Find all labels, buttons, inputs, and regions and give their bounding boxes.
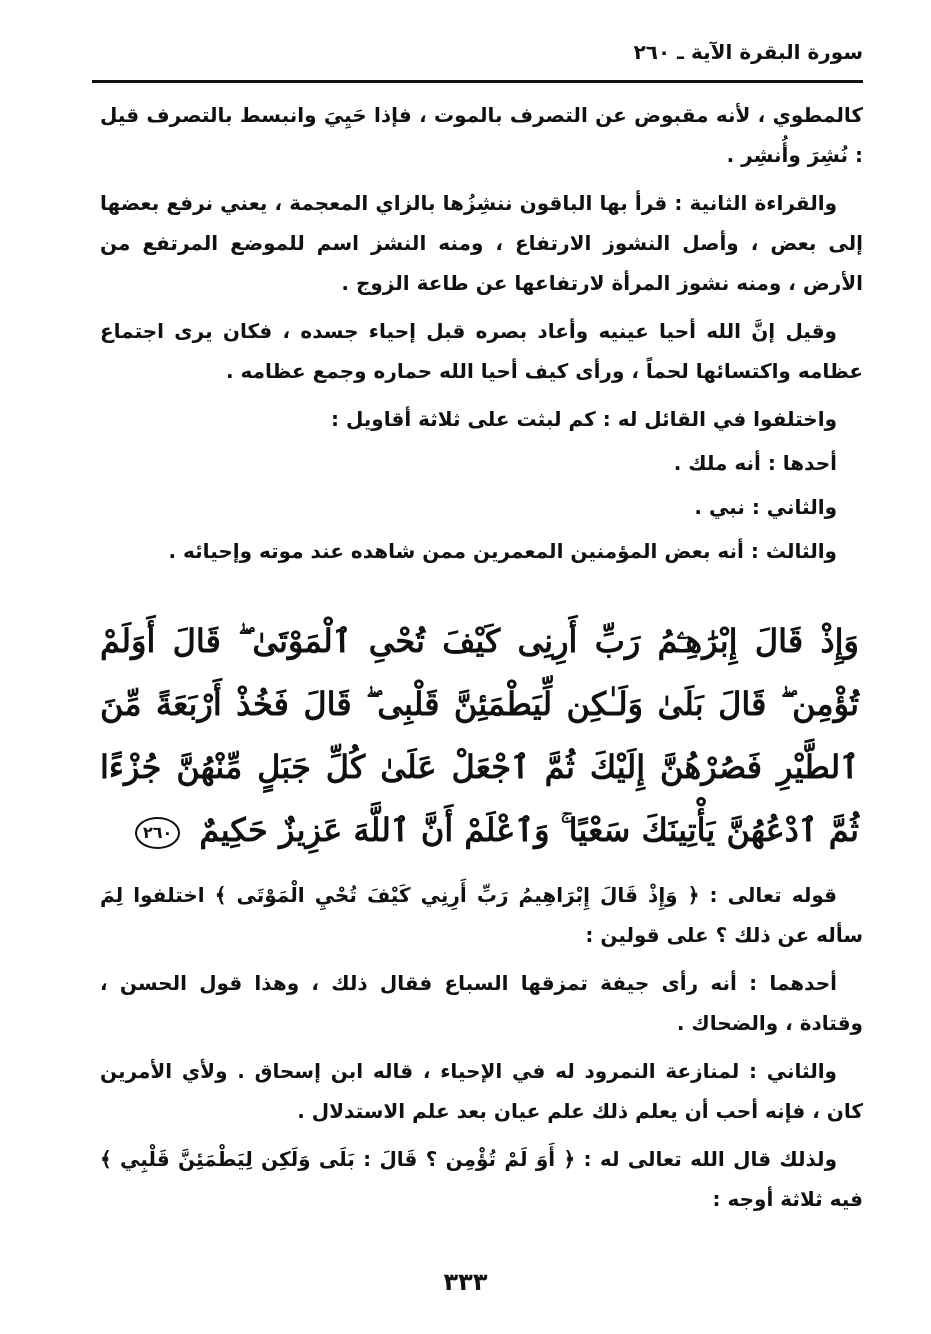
quran-verse-block xyxy=(100,610,859,862)
paragraph: أحدهما : أنه رأى جيفة تمزقها السباع فقال ذلك ، وهذا قول الحسن ، وقتادة ، والضحاك . xyxy=(100,971,863,1035)
commentary-top xyxy=(100,95,863,575)
page-number: ٣٣٣ xyxy=(443,1268,488,1296)
commentary-bottom xyxy=(100,875,863,1227)
paragraph: ولذلك قال الله تعالى له : ﴿ أَوَ لَمْ تُؤْمِن ؟ قَالَ : بَلَى وَلَكِن لِيَطْمَئِنَّ قَلْبِي ﴾ فيه ثلاثة أوجه : xyxy=(100,1147,863,1211)
paragraph: والثاني : نبي . xyxy=(694,495,837,519)
running-header: سورة البقرة الآية ـ ٢٦٠ xyxy=(633,40,863,64)
paragraph: كالمطوي ، لأنه مقبوض عن التصرف بالموت ، فإذا حَيِيَ وانبسط بالتصرف قيل : نُشِرَ وأُنشِر . xyxy=(100,103,863,167)
paragraph: والقراءة الثانية : قرأ بها الباقون ننشِزُها بالزاي المعجمة ، يعني نرفع بعضها إلى بعض ، وأصل النشوز الارتفاع ، ومنه النشز اسم للموضع المرتفع من الأرض ، ومنه نشوز المرأة لارتفاعها عن طاعة الزوج . xyxy=(100,191,863,295)
ayah-number-marker: ٢٦٠ xyxy=(135,817,180,849)
paragraph: والثالث : أنه بعض المؤمنين المعمرين ممن شاهده عند موته وإحيائه . xyxy=(168,539,837,563)
header-rule xyxy=(92,80,863,83)
paragraph: وقيل إنَّ الله أحيا عينيه وأعاد بصره قبل إحياء جسده ، فكان يرى اجتماع عظامه واكتسائها لحماً ، ورأى كيف أحيا الله حماره وجمع عظامه . xyxy=(100,319,863,383)
paragraph: والثاني : لمنازعة النمرود له في الإحياء ، قاله ابن إسحاق . ولأي الأمرين كان ، فإنه أحب أن يعلم ذلك علم عيان بعد علم الاستدلال . xyxy=(100,1059,863,1123)
paragraph: واختلفوا في القائل له : كم لبثت على ثلاثة أقاويل : xyxy=(330,407,837,431)
paragraph: قوله تعالى : ﴿ وَإِذْ قَالَ إِبْرَاهِيمُ رَبِّ أَرِنِي كَيْفَ تُحْيِ الْمَوْتَى ﴾ اختلفوا لِمَ سأله عن ذلك ؟ على قولين : xyxy=(100,883,863,947)
paragraph: أحدها : أنه ملك . xyxy=(673,451,837,475)
quran-verse-text: وَإِذْ قَالَ إِبْرَٰهِـۧمُ رَبِّ أَرِنِى كَيْفَ تُحْىِ ٱلْمَوْتَىٰ ۖ قَالَ أَوَلَمْ تُؤْمِن ۖ قَالَ بَلَىٰ وَلَـٰكِن لِّيَطْمَئِنَّ قَلْبِى ۖ قَالَ فَخُذْ أَرْبَعَةً مِّنَ ٱلطَّيْرِ فَصُرْهُنَّ إِلَيْكَ ثُمَّ ٱجْعَلْ عَلَىٰ كُلِّ جَبَلٍ مِّنْهُنَّ جُزْءًا ثُمَّ ٱدْعُهُنَّ يَأْتِينَكَ سَعْيًا ۚ وَٱعْلَمْ أَنَّ ٱللَّهَ عَزِيزٌ حَكِيمٌ xyxy=(100,622,859,849)
